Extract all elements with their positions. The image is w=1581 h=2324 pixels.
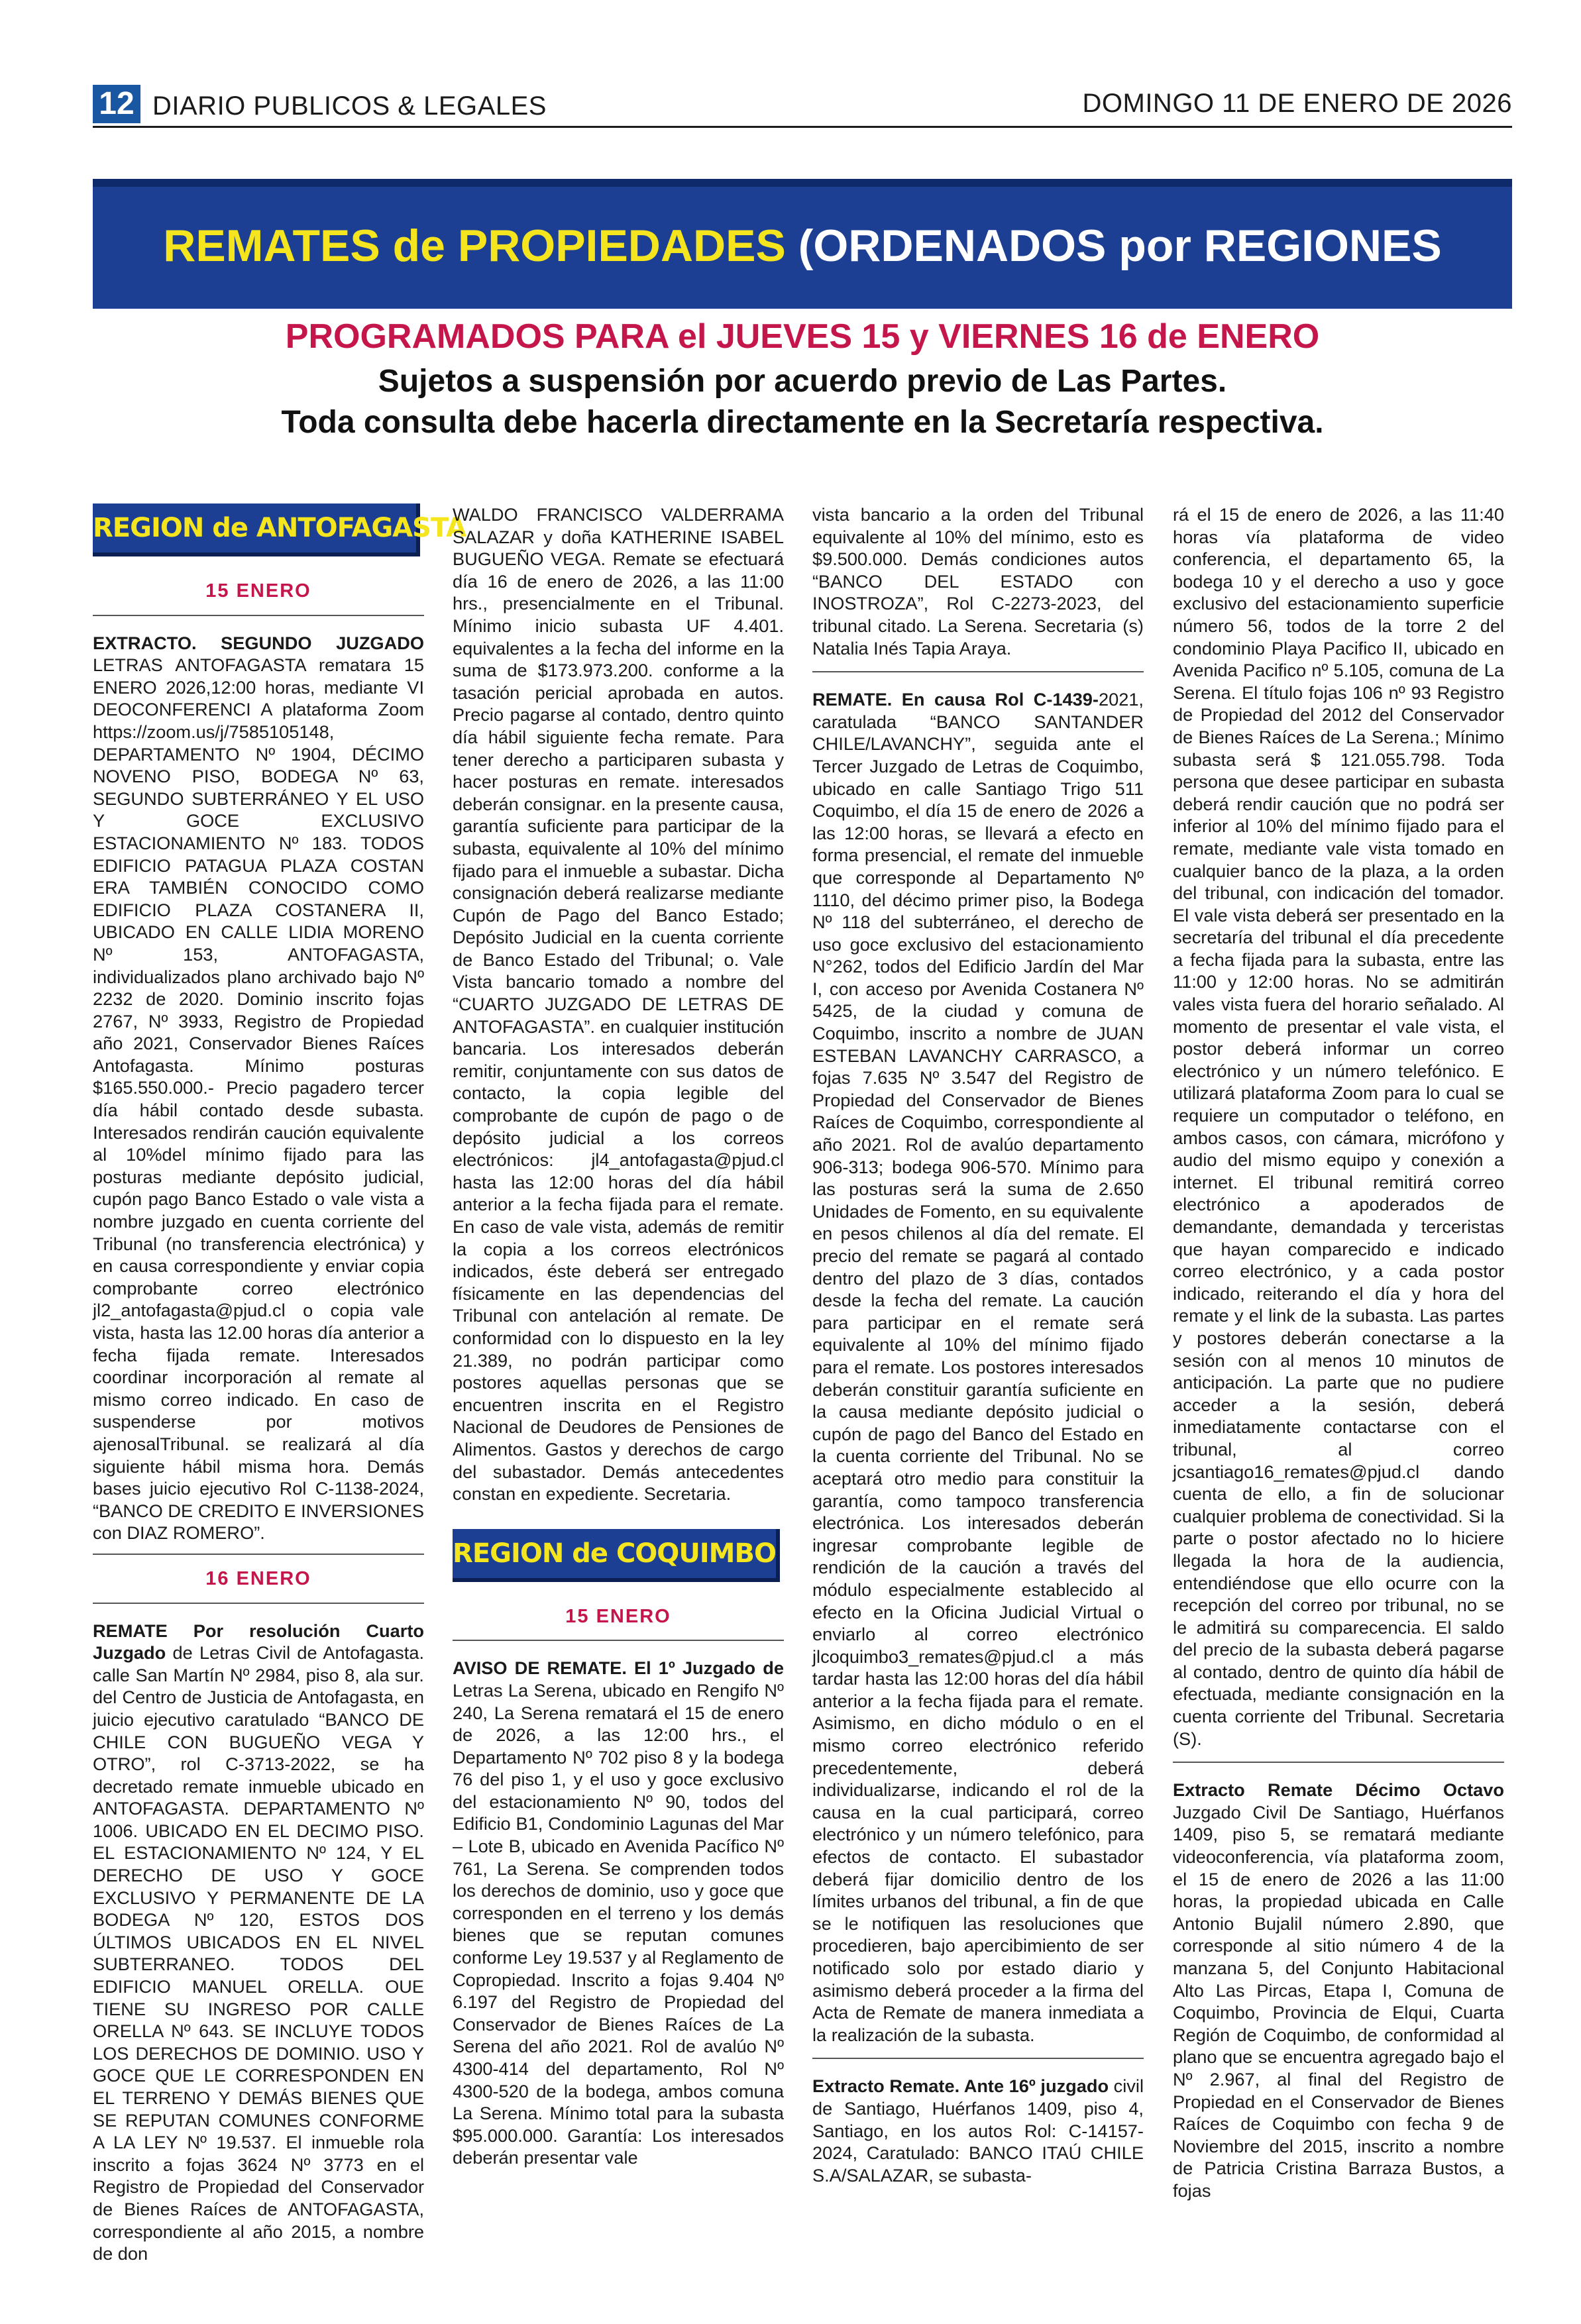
divider [812, 2058, 1144, 2059]
banner-title [93, 220, 1512, 272]
column-1 [93, 503, 466, 2264]
region-heading-coquimbo: REGION de COQUIMBO [453, 1529, 780, 1582]
header-divider [93, 126, 1512, 128]
notice-body: de Letras Civil de Antofagasta. calle San Martín Nº 2984, piso 8, ala sur. del Centro de Justicia de Antofagasta, en juicio ejecutivo caratulado “BANCO DE CHILE CON BUGUEÑO VEGA Y OTRO”, rol C-3713-2022, se ha decretado remate inmueble ubicado en ANTOFAGASTA. DEPARTAMENTO Nº 1006. UBICADO EN EL DECIMO PISO. EL ESTACIONAMIENTO Nº 124, Y EL DERECHO DE USO Y GOCE EXCLUSIVO Y PERMANENTE DE LA BODEGA Nº 120, ESTOS DOS ÚLTIMOS UBICADOS EN EL NIVEL SUBTERRANEO. TODOS DEL EDIFICIO MANUEL ORELLA. OUE TIENE SU INGRESO POR CALLE ORELLA Nº 643. SE INCLUYE TODOS LOS DERECHOS DE DOMINIO. USO Y GOCE QUE LE CORRESPONDEN EN EL TERRENO Y DEMÁS BIENES QUE SE REPUTAN COMUNES CONFORME A LA LEY Nº 19.537. El inmueble rola inscrito a fojas 3624 Nº 3773 en el Registro de Propiedad del Conservador de Bienes Raíces de ANTOFAGASTA, correspondiente al año 2015, a nombre de don [93, 1642, 424, 2264]
date-heading: 15 ENERO [565, 1605, 671, 1627]
schedule-subtitle: PROGRAMADOS PARA el JUEVES 15 y VIERNES 16 de ENERO [285, 317, 1320, 356]
date-heading: 16 ENERO [205, 1567, 311, 1589]
date-heading: 15 ENERO [205, 580, 311, 602]
page-header [93, 85, 1512, 123]
notice-body: 2021, caratulada “BANCO SANTANDER CHILE/LAVANCHY”, seguida ante el Tercer Juzgado de Letras de Coquimbo, ubicado en calle Santiago Trigo 511 Coquimbo, el día 15 de enero de 2026 a las 12:00 horas, se llevará a efecto en forma presencial, el remate del inmueble que corresponde al Departamento Nº 1110, del décimo primer piso, la Bodega Nº 118 del subterráneo, el derecho de uso goce exclusivo del estacionamiento N°262, todos del Edificio Jardín del Mar I, con acceso por Avenida Costanera Nº 5425, de la ciudad y comuna de Coquimbo, inscrito a nombre de JUAN ESTEBAN LAVANCHY CARRASCO, a fojas 7.635 Nº 3.547 del Registro de Propiedad del Conservador de Bienes Raíces de Coquimbo, correspondiente al año 2021. Rol de avalúo departamento 906-313; bodega 906-570. Mínimo para las posturas será la suma de 2.650 Unidades de Fomento, en su equivalente en pesos chilenos al día del remate. El precio del remate se pagará al contado dentro del plazo de 3 días, contados desde la fecha del remate. La caución para participar en el remate será equivalente al 10% del mínimo fijado para el remate. Los postores interesados deberán constituir garantía suficiente en la causa mediante depósito judicial o cupón de pago del Banco del Estado en la cuenta corriente del Tribunal. No se aceptará otro medio para constituir la garantía, como tampoco transferencia electrónica. Los interesados deberán ingresar comprobante legible de rendición de la caución a través del módulo especialmente establecido al efecto en la Oficina Judicial Virtual o enviarlo al correo electrónico jlcoquimbo3_remates@pjud.cl a más tardar hasta las 12:00 horas del día hábil anterior a la fecha fijada para el remate. Asimismo, en dicho módulo o en el mismo correo electrónico referido precedentemente, deberá individualizarse, indicando el rol de la causa en la cual participará, correo electrónico y un número telefónico, para efectos de contacto. El subastador deberá fijar domicilio dentro de los límites urbanos del tribunal, a fin de que se le notifiquen las resoluciones que procedieren, bajo apercibimiento de ser notificado solo por estado diario y asimismo deberá proceder a la firma del Acta de Remate de manera inmediata a la realización de la subasta. [812, 689, 1144, 2045]
notice-lead: REMATE. En causa Rol C-1439- [812, 689, 1099, 710]
auction-notice [812, 2075, 1144, 2186]
auction-notice [453, 1657, 784, 2169]
notice-body: civil de Santiago, Huérfanos 1409, piso 4, Santiago, en los autos Rol: C-14157-2024, Caratulado: BANCO ITAÚ CHILE S.A/SALAZAR, se subasta- [812, 2076, 1144, 2186]
auction-notice-continued: rá el 15 de enero de 2026, a las 11:40 horas vía plataforma de video conferencia, el departamento 65, la bodega 10 y el derecho a uso y goce exclusivo del estacionamiento superficie número 56, todos de la torre 2 del condominio Playa Pacifico II, ubicado en Avenida Pacifico nº 5.105, comuna de La Serena. El título fojas 106 nº 93 Registro de Propiedad del 2012 del Conservador de Bienes Raíces de La Serena.; Mínimo subasta será $ 121.055.798. Toda persona que desee participar en subasta deberá rendir caución que no podrá ser inferior al 10% del mínimo fijado para el remate, mediante vale vista tomado en cualquier banco de la plaza, a la orden del tribunal, con indicación del tomador. El vale vista deberá ser presentado en la secretaría del tribunal el día precedente a fecha fijada para la subasta, entre las 11:00 y 12:00 horas. No se admitirán vales vista fuera del horario señalado. Al momento de presentar el vale vista, el postor deberá informar un correo electrónico y un número telefónico. E utilizará plataforma Zoom para lo cual se requiere un computador o teléfono, en ambos casos, con cámara, micrófono y audio del mismo equipo y conexión a internet. El tribunal remitirá correo electrónico a apoderados de demandante, demandada y terceristas que hayan comparecido e indicado correo electrónico, y a cada postor indicado, reiterando el día y hora del remate y el link de la subasta. Las partes y postores deberán conectarse a la sesión con al menos 10 minutos de anticipación. La parte que no pudiere acceder a la sesión, deberá inmediatamente contactarse con el tribunal, al correo jcsantiago16_remates@pjud.cl dando cuenta de ello, a fin de solucionar cualquier problema de conectividad. Si la parte o postor afectado no lo hiciere llegada la hora de la audiencia, entendiéndose que ello ocurre con la recepción del correo por tribunal, no se le admitirá su comparecencia. El saldo del precio de la subasta deberá pagarse al contado, dentro de quinto día hábil de efectuada, mediante consignación en la cuenta corriente del Tribunal. Secretaria (S). [1173, 504, 1504, 1749]
auction-notice [812, 688, 1144, 2046]
publication-name: DIARIO PUBLICOS & LEGALES [152, 91, 547, 121]
notice-lead: EXTRACTO. SEGUNDO JUZGADO [93, 632, 424, 653]
region-heading-antofagasta: REGION de ANTOFAGASTA [93, 503, 420, 556]
column-4 [1173, 503, 1504, 2259]
divider [93, 1554, 424, 1555]
section-banner [93, 179, 1512, 309]
notice-lead: Extracto Remate. Ante 16º juzgado [812, 2076, 1109, 2097]
consultation-notice: Toda consulta debe hacerla directamente en la Secretaría respectiva. [281, 405, 1324, 440]
auction-notice-continued: WALDO FRANCISCO VALDERRAMA SALAZAR y doña KATHERINE ISABEL BUGUEÑO VEGA. Remate se efectuará día 16 de enero de 2026, a las 11:00 hrs., presencialmente en el Tribunal. Mínimo inicio subasta UF 4.401. equivalentes a la fecha del informe en la suma de $173.973.200. conforme a la tasación pericial aprobada en autos. Precio pagarse al contado, dentro quinto día hábil siguiente fecha remate. Para tener derecho a participaren subasta y hacer posturas en remate. interesados deberán consignar. en la presente causa, garantía suficiente para participar de la subasta, equivalente al 10% del mínimo fijado para el inmueble a subastar. Dicha consignación deberá realizarse mediante Cupón de Pago del Banco Estado; Depósito Judicial en la cuenta corriente de Banco Estado del Tribunal; o. Vale Vista bancario tomado a nombre del “CUARTO JUZGADO DE LETRAS DE ANTOFAGASTA”. en cualquier institución bancaria. Los interesados deberán remitir, conjuntamente con sus datos de contacto, la copia legible del comprobante de cupón de pago o de depósito judicial a los correos electrónicos: jl4_antofagasta@pjud.cl hasta las 12:00 horas del día hábil anterior a la fecha fijada para el remate. En caso de vale vista, además de remitir la copia a los correos electrónicos indicados, éste deberá ser entregado físicamente en las dependencias del Tribunal con antelación al remate. De conformidad con lo dispuesto en la ley 21.389, no podrán participar como postores aquellas personas que se encuentren inscrita en el Registro Nacional de Deudores de Pensiones de Alimentos. Gastos y derechos de cargo del subastador. Demás antecedentes constan en expediente. Secretaria. [453, 504, 784, 1505]
divider [453, 1640, 784, 1641]
notice-body: Juzgado Civil De Santiago, Huérfanos 1409, piso 5, se rematará mediante videoconferencia, vía plataforma zoom, el 15 de enero de 2026 a las 11:00 horas, la propiedad ubicada en Calle Antonio Bujalil número 2.890, que corresponde al sitio número 4 de la manzana 5, del Conjunto Habitacional Alto Las Pircas, Etapa I, Comuna de Coquimbo, Provincia de Elqui, Cuarta Región de Coquimbo, de conformidad al plano que se encuentra agregado bajo el Nº 2.967, al final del Registro de Propiedad en el Conservador de Bienes Raíces de Coquimbo con fecha 9 de Noviembre del 2015, inscrito a nombre de Patricia Cristina Barraza Bustos, a fojas [1173, 1801, 1504, 2201]
column-2 [453, 503, 784, 2259]
auction-notice-continued: vista bancario a la orden del Tribunal equivalente al 10% del mínimo, esto es $9.500.000. Demás condiciones autos “BANCO DEL ESTADO con INOSTROZA”, Rol C-2273-2023, del tribunal citado. La Serena. Secretaria (s) Natalia Inés Tapia Araya. [812, 504, 1144, 659]
notice-lead: AVISO DE REMATE. El 1º Juzgado de [453, 1658, 784, 1679]
spacer [453, 1505, 784, 1529]
divider [1173, 1762, 1504, 1763]
page-number: 12 [93, 85, 140, 123]
suspension-notice: Sujetos a suspensión por acuerdo previo de Las Partes. [378, 364, 1227, 399]
divider [812, 671, 1144, 672]
auction-notice [93, 632, 424, 1544]
notice-body: LETRAS ANTOFAGASTA rematara 15 ENERO 2026,12:00 horas, mediante VI DEOCONFERENCI A plataforma Zoom https://zoom.us/j/7585105148, DEPARTAMENTO Nº 1904, DÉCIMO NOVENO PISO, BODEGA Nº 63, SEGUNDO SUBTERRÁNEO Y EL USO Y GOCE EXCLUSIVO ESTACIONAMIENTO Nº 183. TODOS EDIFICIO PATAGUA PLAZA COSTAN ERA TAMBIÉN CONOCIDO COMO EDIFICIO PLAZA COSTANERA II, UBICADO EN CALLE LIDIA MORENO Nº 153, ANTOFAGASTA, individualizados plano archivado bajo Nº 2232 de 2020. Dominio inscrito fojas 2767, Nº 3933, Registro de Propiedad año 2021, Conservador Bienes Raíces Antofagasta. Mínimo posturas $165.550.000.- Precio pagadero tercer día hábil contado desde subasta. Interesados rendirán caución equivalente al 10%del mínimo fijado para las posturas mediante depósito judicial, cupón pago Banco Estado o vale vista a nombre juzgado en cuenta corriente del Tribunal (no transferencia electrónica) y en causa correspondiente y enviar copia comprobante correo electrónico jl2_antofagasta@pjud.cl o copia vale vista, hasta las 12.00 horas día anterior a fecha fijada remate. Interesados coordinar incorporación al remate al mismo correo indicado. En caso de suspenderse por motivos ajenosalTribunal. se realizará al día siguiente hábil misma hora. Demás bases juicio ejecutivo Rol C-1138-2024, “BANCO DE CREDITO E INVERSIONES con DIAZ ROMERO”. [93, 655, 424, 1544]
auction-notice [1173, 1779, 1504, 2201]
divider [93, 1603, 424, 1604]
notice-lead: REMATE Por resolución Cuarto Juzgado [93, 1620, 424, 1664]
notice-body: Letras La Serena, ubicado en Rengifo Nº 240, La Serena rematará el 15 de enero de 2026, a las 12:00 hrs., el Departamento Nº 702 piso 8 y la bodega 76 del piso 1, y el uso y goce exclusivo del estacionamiento Nº 90, todos del Edificio B1, Condominio Lagunas del Mar – Lote B, ubicado en Avenida Pacífico Nº 761, La Serena. Se comprenden todos los derechos de dominio, uso y goce que corresponden en el terreno y los demás bienes que se reputan comunes conforme Ley 19.537 y al Reglamento de Copropiedad. Inscrito a fojas 9.404 Nº 6.197 del Registro de Propiedad del Conservador de Bienes Raíces de La Serena del año 2021. Rol de avalúo Nº 4300-414 del departamento, Rol Nº 4300-520 de la bodega, ambos comuna La Serena. Mínimo total para la subasta $95.000.000. Garantía: Los interesados deberán presentar vale [453, 1679, 784, 2168]
banner-title-main: REMATES de PROPIEDADES [163, 221, 786, 271]
auction-notice [93, 1620, 424, 2265]
notice-lead: Extracto Remate Décimo Octavo [1173, 1779, 1504, 1801]
divider [93, 615, 424, 616]
banner-title-secondary: (ORDENADOS por REGIONES [785, 221, 1442, 271]
publication-date: DOMINGO 11 DE ENERO DE 2026 [1082, 89, 1512, 118]
column-3 [812, 503, 1144, 2259]
